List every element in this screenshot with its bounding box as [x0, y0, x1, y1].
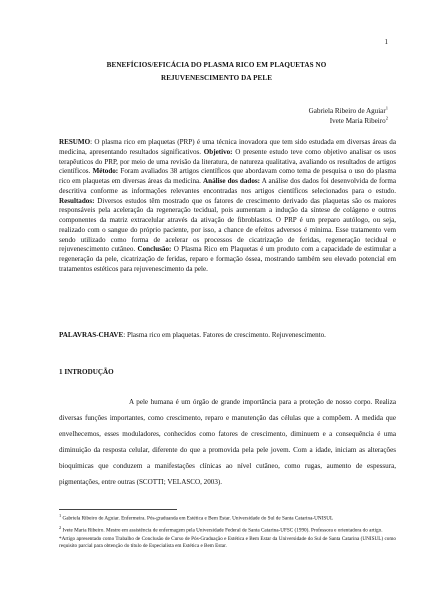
method-label: Método: [92, 167, 119, 176]
footnote-2-text: Ivete Maria Ribeiro. Mestre em assistência de enfermagem pela Universidade Federal de Santa Catarina-UFSC (1990). Professora e orientadora do artigo. [61, 527, 383, 534]
author-1-name: Gabriela Ribeiro de Aguiar [308, 107, 386, 115]
author-block [309, 106, 388, 126]
abstract-intro: : O plasma rico em plaquetas (PRP) é uma técnica inovadora que tem sido estudada em diversas áreas da medicina, apresentando resultados significativos. [59, 138, 396, 156]
results-label: Resultados: [59, 196, 95, 205]
method-text: Foram avaliados 38 artigos científicos que abordavam como tema de pesquisa o uso do plasma rico em plaquetas em diversas áreas da medicina. [59, 167, 397, 185]
intro-body [59, 394, 396, 491]
footnotes [59, 512, 396, 552]
footnote-1-text: Gabriela Ribeiro de Aguiar. Enfermeira. Pós-graduanda em Estética e Bem Estar. Universidade do Sul de Santa Catarina-UNISUL [61, 515, 334, 522]
title-line-2: REJUVENESCIMENTO DA PELE [160, 74, 273, 82]
data-analysis-label: Análise dos dados: [203, 177, 261, 185]
footnote-article [59, 536, 396, 551]
objective-text: O presente estudo teve como objetivo analisar os usos terapêuticos do PRP, por meio de uma revisão da literatura, de natureza qualitativa, avaliando os resultados de artigos científicos. [59, 147, 396, 176]
intro-paragraph: A pele humana é um órgão de grande importância para a proteção de nosso corpo. Realiza diversas funções importantes, como crescimento, reparo e manutenção das células que a compõem. A medida que envelhecemos, esses moduladores, conhecidos como fatores de crescimento, diminuem e a consequência é uma diminuição da resposta celular, diferente do que a promovida pela pele jovem. Com a idade, iniciam as alterações bioquímicas que conduzem a manifestações clínicas ao nível cutâneo, como rugas, aumento de espessura, pigmentações, entre outras (SCOTTI; VELASCO, 2003). [59, 398, 396, 487]
author-2 [309, 116, 388, 126]
conclusion-label: Conclusão: [137, 245, 172, 254]
footnote-2 [59, 524, 396, 535]
page-number: 1 [384, 38, 388, 46]
title-line-1: BENEFÍCIOS/EFICÁCIA DO PLASMA RICO EM PLAQUETAS NO [106, 61, 327, 69]
author-2-name: Ivete Maria Ribeiro [329, 117, 386, 125]
author-1-footnote-mark: 1 [385, 105, 388, 111]
abstract [59, 138, 396, 275]
paper-title [60, 59, 373, 85]
keywords-label: PALAVRAS-CHAVE [59, 331, 124, 339]
data-analysis-text: A análise dos dados foi desenvolvida de forma descritiva conforme as informações relevantes encontradas nos artigos científicos selecionados para o estudo. [59, 177, 396, 195]
keywords [59, 331, 396, 341]
footnote-divider [59, 509, 177, 510]
footnote-2-mark: 2 [59, 525, 62, 531]
footnote-1 [59, 512, 396, 523]
results-text: Diversos estudos têm mostrado que os fatores de crescimento derivado das plaquetas são os maiores responsáveis pela aceleração da regeneração tecidual, pois aumentam a indução da síntese de colágeno e outros componentes da matriz extracelular através da ativação de fibroblastos. O PRP é um preparo autólogo, ou seja, realizado com o sangue do próprio paciente, por isso, a chance de efeitos adversos é mínima. Esse tratamento vem sendo utilizado como forma de acelerar os processos de cicatrização de feridas, regeneração tecidual e rejuvenescimento cutâneo. [59, 196, 396, 254]
footnote-article-text: *Artigo apresentado como Trabalho de Conclusão de Curso de Pós-Graduação e Estética e Bem Estar da Universidade do Sul de Santa Catarina (UNISUL) como requisito parcial para obtenção do título de Especialista em Estética e Bem Estar. [59, 536, 396, 550]
abstract-label: RESUMO [59, 138, 91, 146]
section-heading: 1 INTRODUÇÃO [59, 368, 114, 376]
author-1 [309, 106, 388, 116]
author-2-footnote-mark: 2 [385, 115, 388, 121]
footnote-1-mark: 1 [59, 513, 62, 518]
objective-label: Objetivo: [203, 147, 233, 156]
keywords-text: : Plasma rico em plaquetas. Fatores de crescimento. Rejuvenescimento. [123, 331, 326, 339]
conclusion-text: O Plasma Rico em Plaquetas é um produto com a capacidade de estimular a regeneração da pele, cicatrização de feridas, reparo e formação óssea, mostrando também seu elevado potencial em tratamentos estéticos para rejuvenescimento da pele. [59, 245, 396, 273]
